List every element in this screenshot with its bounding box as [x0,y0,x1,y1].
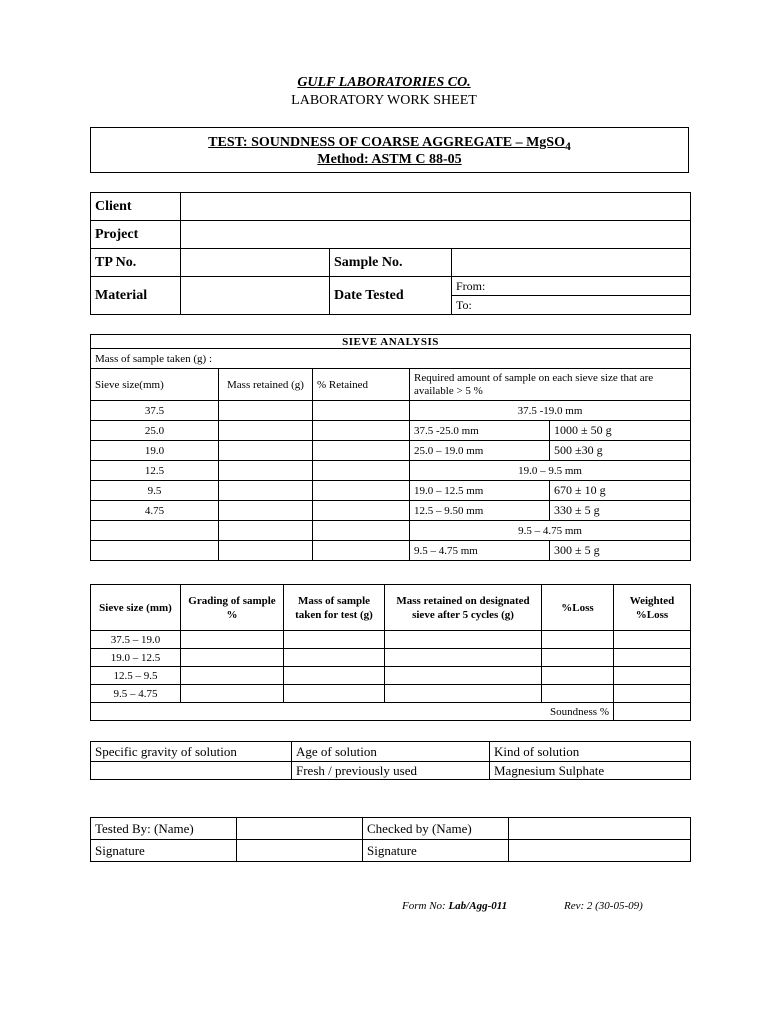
mass-retained-cell[interactable] [219,481,313,501]
mass-taken-cell[interactable] [284,685,385,703]
required-range-cell: 37.5 -25.0 mm [410,421,550,441]
date-to-field[interactable]: To: [452,296,691,315]
sieve-size-cell: 19.0 [91,441,219,461]
kind-value: Magnesium Sulphate [490,762,691,780]
revision: Rev: 2 (30-05-09) [564,900,643,912]
mass-retained-cell[interactable] [219,441,313,461]
required-group-cell: 9.5 – 4.75 mm [410,521,691,541]
pct-retained-cell[interactable] [313,521,410,541]
pct-retained-cell[interactable] [313,441,410,461]
required-amount-cell: 500 ±30 g [550,441,691,461]
weighted-loss-cell[interactable] [614,667,691,685]
col-mass-taken: Mass of sample taken for test (g) [284,585,385,631]
weighted-loss-cell[interactable] [614,631,691,649]
checked-by-label: Checked by (Name) [363,818,509,840]
grading-cell[interactable] [181,649,284,667]
pct-retained-cell[interactable] [313,461,410,481]
required-range-cell: 9.5 – 4.75 mm [410,541,550,561]
mass-taken-cell[interactable] [284,649,385,667]
checked-by-field[interactable] [509,818,691,840]
test-title: TEST: SOUNDNESS OF COARSE AGGREGATE – MgSO$_4$ [208,135,571,153]
gravity-field[interactable] [91,762,292,780]
mass-taken-cell[interactable] [284,667,385,685]
project-field[interactable] [181,221,691,249]
pct-retained-cell[interactable] [313,401,410,421]
sieve-size-cell: 4.75 [91,501,219,521]
required-range-cell: 25.0 – 19.0 mm [410,441,550,461]
pct-retained-cell[interactable] [313,481,410,501]
mass-retained-cell[interactable] [219,501,313,521]
sieve-range-cell: 9.5 – 4.75 [91,685,181,703]
client-info-table [90,192,691,315]
pct-retained-cell[interactable] [313,421,410,441]
sieve-size-cell: 12.5 [91,461,219,481]
sieve-range-cell: 19.0 – 12.5 [91,649,181,667]
col-required-amount: Required amount of sample on each sieve size that are available > 5 % [410,369,691,401]
client-field[interactable] [181,193,691,221]
pct-retained-cell[interactable] [313,501,410,521]
sample-label: Sample No. [330,249,452,277]
sieve-size-cell: 9.5 [91,481,219,501]
signoff-table [90,817,691,862]
col-sieve-size: Sieve size (mm) [91,585,181,631]
loss-cell[interactable] [542,649,614,667]
weighted-loss-cell[interactable] [614,649,691,667]
required-amount-cell: 1000 ± 50 g [550,421,691,441]
loss-cell[interactable] [542,685,614,703]
tested-by-label: Tested By: (Name) [91,818,237,840]
age-label: Age of solution [292,742,490,762]
material-label: Material [91,277,181,315]
required-range-cell: 19.0 – 12.5 mm [410,481,550,501]
col-loss: %Loss [542,585,614,631]
sheet-title: LABORATORY WORK SHEET [291,93,477,108]
col-weighted-loss: Weighted %Loss [614,585,691,631]
col-mass-retained-cycles: Mass retained on designated sieve after 5 cycles (g) [385,585,542,631]
required-range-cell: 12.5 – 9.50 mm [410,501,550,521]
signature-label: Signature [91,840,237,862]
gravity-label: Specific gravity of solution [91,742,292,762]
loss-cell[interactable] [542,667,614,685]
form-number: Form No: Lab/Agg-011 [402,900,508,912]
date-from-field[interactable]: From: [452,277,691,296]
sample-field[interactable] [452,249,691,277]
mass-retained-cell[interactable] [219,461,313,481]
material-field[interactable] [181,277,330,315]
required-amount-cell: 300 ± 5 g [550,541,691,561]
weighted-loss-cell[interactable] [614,685,691,703]
sieve-size-cell: 37.5 [91,401,219,421]
date-label: Date Tested [330,277,452,315]
grading-cell[interactable] [181,685,284,703]
signature-field[interactable] [237,840,363,862]
mass-retained-cell[interactable] [385,631,542,649]
sieve-size-cell: 25.0 [91,421,219,441]
form-number-value: Lab/Agg-011 [448,900,508,912]
grading-cell[interactable] [181,667,284,685]
mass-retained-cell[interactable] [385,667,542,685]
col-mass-retained: Mass retained (g) [219,369,313,401]
col-grading: Grading of sample % [181,585,284,631]
mass-retained-cell[interactable] [385,685,542,703]
col-pct-retained: % Retained [313,369,410,401]
tested-by-field[interactable] [237,818,363,840]
mass-retained-cell[interactable] [219,401,313,421]
mass-retained-cell[interactable] [385,649,542,667]
test-method: Method: ASTM C 88-05 [317,152,462,167]
tp-field[interactable] [181,249,330,277]
test-title-box [90,127,689,173]
sieve-size-cell[interactable] [91,521,219,541]
solution-table [90,741,691,780]
sieve-size-cell[interactable] [91,541,219,561]
required-group-cell: 19.0 – 9.5 mm [410,461,691,481]
company-name: GULF LABORATORIES CO. [297,75,471,90]
kind-label: Kind of solution [490,742,691,762]
sieve-range-cell: 37.5 – 19.0 [91,631,181,649]
project-label: Project [91,221,181,249]
sieve-analysis-table [90,334,691,561]
mass-retained-cell[interactable] [219,521,313,541]
soundness-total-field[interactable] [614,703,691,721]
signature-field[interactable] [509,840,691,862]
tp-label: TP No. [91,249,181,277]
signature-label: Signature [363,840,509,862]
pct-retained-cell[interactable] [313,541,410,561]
loss-cell[interactable] [542,631,614,649]
sieve-analysis-title: SIEVE ANALYSIS [91,335,691,349]
mass-taken-cell[interactable] [284,631,385,649]
mass-retained-cell[interactable] [219,421,313,441]
grading-cell[interactable] [181,631,284,649]
required-group-cell: 37.5 -19.0 mm [410,401,691,421]
soundness-total-label: Soundness % [91,703,614,721]
soundness-table [90,584,691,721]
age-value[interactable]: Fresh / previously used [292,762,490,780]
required-amount-cell: 670 ± 10 g [550,481,691,501]
col-sieve-size: Sieve size(mm) [91,369,219,401]
sieve-range-cell: 12.5 – 9.5 [91,667,181,685]
client-label: Client [91,193,181,221]
required-amount-cell: 330 ± 5 g [550,501,691,521]
mass-retained-cell[interactable] [219,541,313,561]
mass-taken-label[interactable]: Mass of sample taken (g) : [91,349,691,369]
